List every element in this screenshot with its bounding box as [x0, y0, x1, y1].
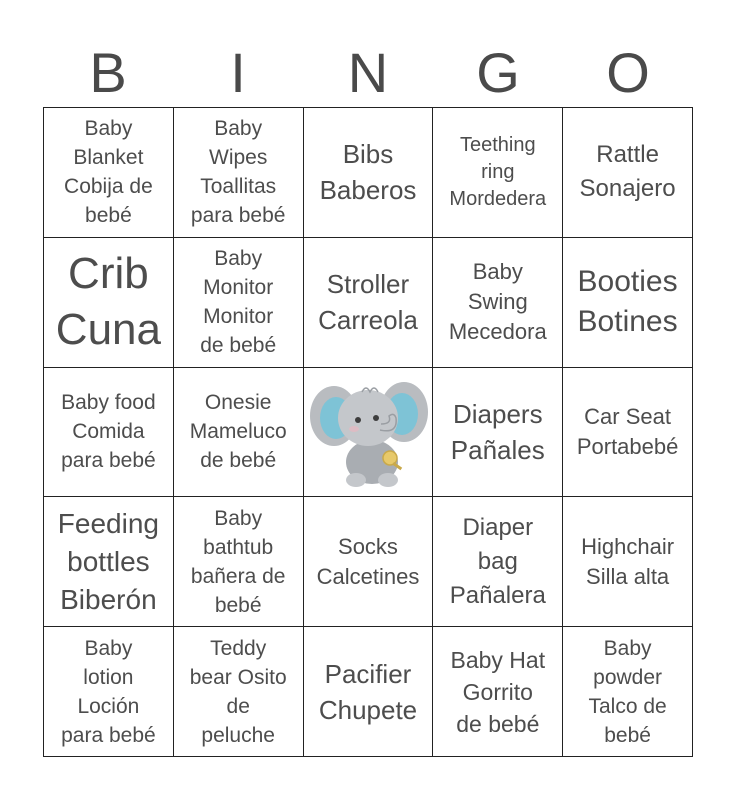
bingo-cell[interactable]: [563, 627, 693, 757]
cell-text: Bibs Baberos: [319, 139, 417, 206]
bingo-cell[interactable]: [44, 627, 174, 757]
bingo-cell[interactable]: [174, 368, 304, 498]
cell-text: Baby Blanket Cobija de bebé: [64, 117, 153, 228]
cell-text: Baby Wipes Toallitas para bebé: [190, 117, 286, 228]
cell-text: Baby Hat Gorrito de bebé: [450, 646, 546, 737]
header-letter-b: B: [89, 41, 127, 104]
cell-text: Teething ring Mordedera: [449, 133, 547, 210]
bingo-cell[interactable]: [433, 627, 563, 757]
bingo-cell[interactable]: [563, 108, 693, 238]
bingo-cell[interactable]: [304, 238, 434, 368]
cell-text: Baby Monitor Monitor de bebé: [200, 247, 277, 358]
cell-text: Car Seat Portabebé: [576, 403, 679, 459]
bingo-cell[interactable]: [563, 238, 693, 368]
bingo-cell[interactable]: [563, 368, 693, 498]
cell-text: Booties Botines: [577, 265, 678, 339]
cell-text: Baby bathtub bañera de bebé: [190, 506, 286, 617]
cell-text: Baby food Comida para bebé: [61, 391, 156, 473]
bingo-cell[interactable]: [44, 238, 174, 368]
cell-text: Crib Cuna: [55, 249, 161, 355]
cell-text: Diaper bag Pañalera: [449, 513, 546, 609]
bingo-header: [43, 40, 693, 106]
cell-text: Baby powder Talco de bebé: [588, 636, 667, 747]
bingo-cell[interactable]: [44, 108, 174, 238]
header-letter-i: I: [230, 41, 246, 104]
bingo-cell[interactable]: [433, 108, 563, 238]
cell-text: Stroller Carreola: [318, 269, 418, 336]
bingo-grid: [43, 107, 693, 757]
header-letter-g: G: [476, 41, 520, 104]
cell-text: Teddy bear Osito de peluche: [189, 636, 287, 747]
bingo-cell[interactable]: [174, 108, 304, 238]
baby-elephant-icon: [306, 372, 430, 492]
bingo-cell[interactable]: [433, 497, 563, 627]
free-space-cell[interactable]: [304, 368, 434, 498]
bingo-cell[interactable]: [44, 497, 174, 627]
cell-text: Pacifier Chupete: [318, 658, 418, 725]
bingo-cell[interactable]: [304, 497, 434, 627]
bingo-cell[interactable]: [44, 368, 174, 498]
bingo-cell[interactable]: [433, 368, 563, 498]
cell-text: Diapers Pañales: [450, 398, 545, 465]
cell-text: Feeding bottles Biberón: [57, 507, 159, 615]
bingo-cell[interactable]: [174, 627, 304, 757]
bingo-cell[interactable]: [563, 497, 693, 627]
cell-text: Baby Swing Mecedora: [448, 259, 547, 345]
bingo-cell[interactable]: [433, 238, 563, 368]
bingo-cell[interactable]: [304, 627, 434, 757]
header-letter-o: O: [606, 41, 650, 104]
cell-text: Onesie Mameluco de bebé: [189, 391, 287, 473]
cell-text: Rattle Sonajero: [579, 141, 676, 203]
bingo-cell[interactable]: [304, 108, 434, 238]
cell-text: Baby lotion Loción para bebé: [61, 636, 156, 747]
cell-text: Highchair Silla alta: [581, 533, 675, 589]
bingo-cell[interactable]: [174, 238, 304, 368]
header-letter-n: N: [347, 41, 389, 104]
cell-text: Socks Calcetines: [316, 533, 420, 589]
bingo-cell[interactable]: [174, 497, 304, 627]
